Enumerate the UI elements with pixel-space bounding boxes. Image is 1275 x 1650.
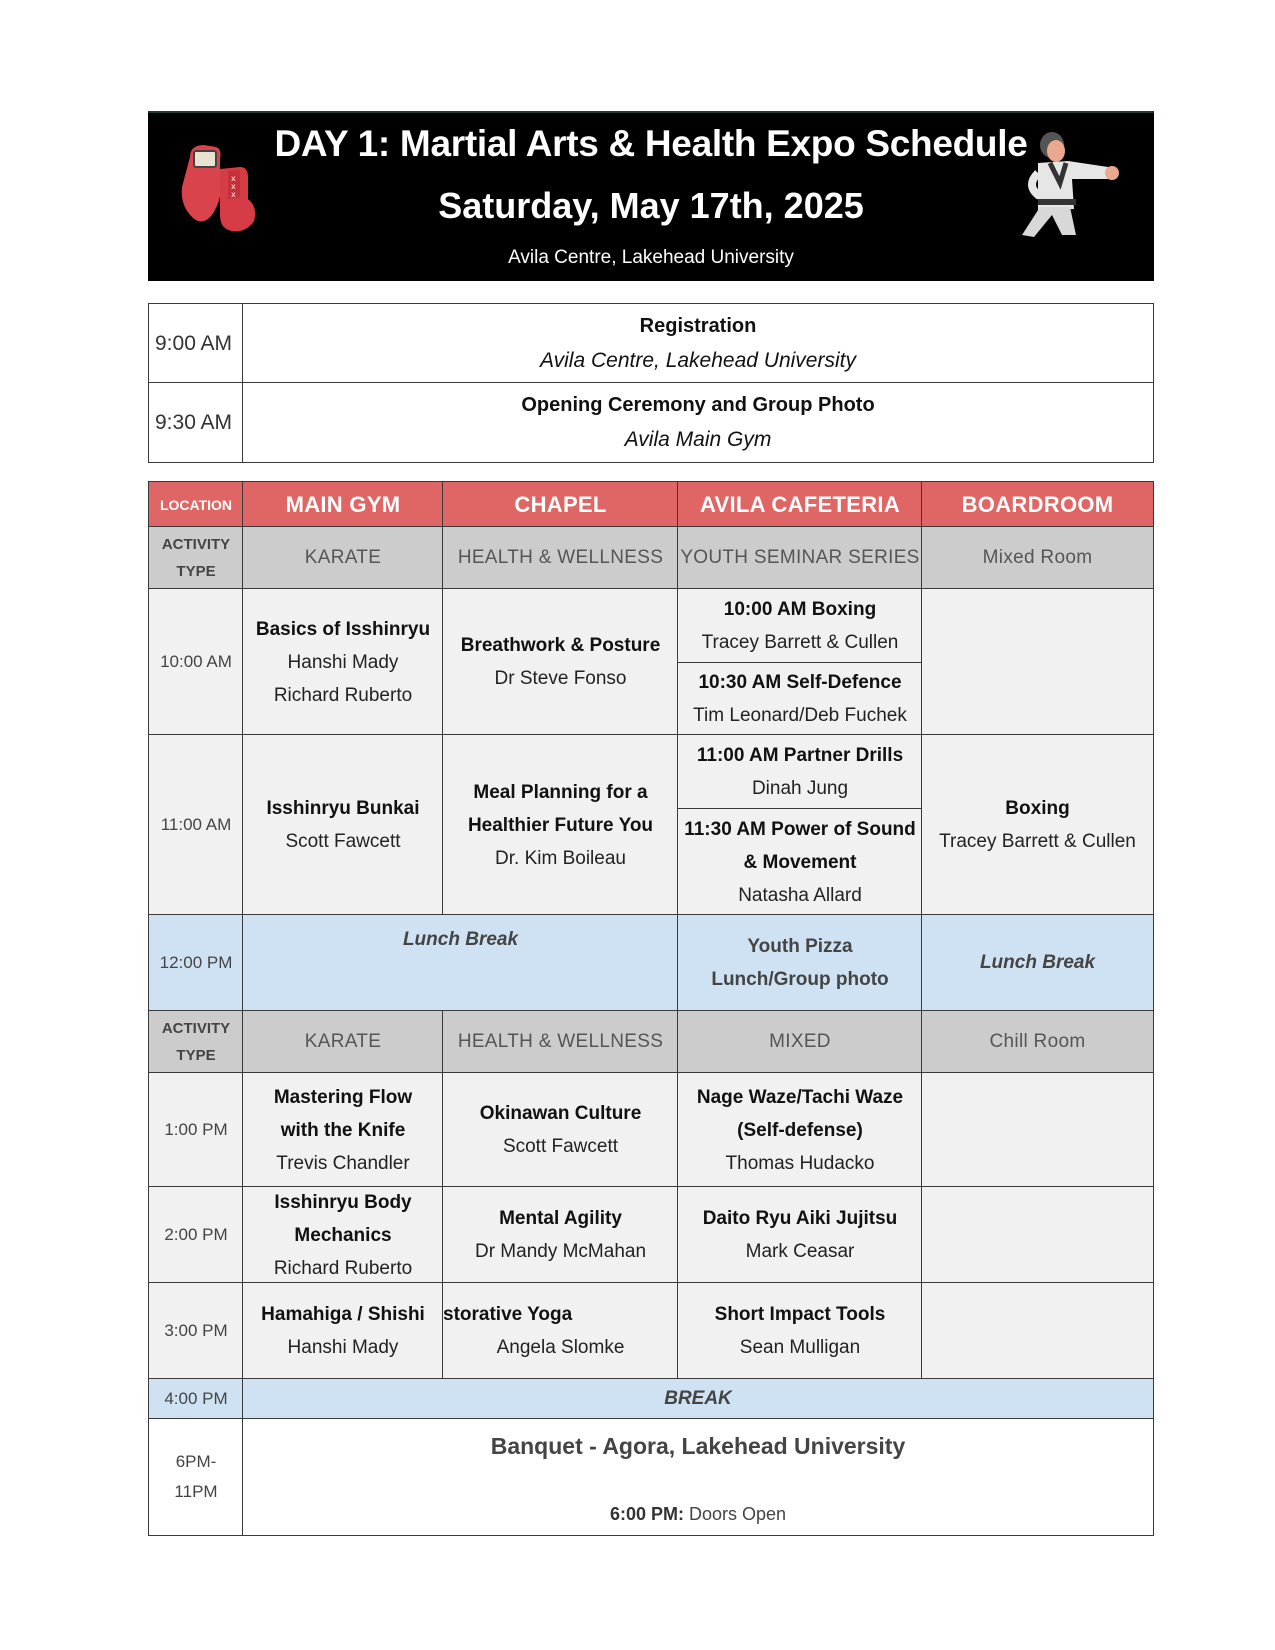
- svg-text:x: x: [231, 182, 236, 191]
- session-title: Okinawan Culture: [479, 1103, 642, 1124]
- session-title: storative Yoga: [443, 1304, 573, 1325]
- activity-type-main-gym: [242, 526, 444, 590]
- location-name: AVILA CAFETERIA: [699, 491, 901, 517]
- session-empty-boardroom: [921, 1186, 1154, 1284]
- activity-type-cafeteria: [677, 526, 923, 590]
- karate-fighter-icon: [1008, 123, 1138, 248]
- session-instructor: Scott Fawcett: [502, 1136, 619, 1157]
- session-daito-ryu: [677, 1186, 923, 1284]
- page-title: DAY 1: Martial Arts & Health Expo Schedule: [274, 123, 1028, 164]
- session-power-of-sound: [677, 808, 923, 916]
- session-instructor: Thomas Hudacko: [725, 1152, 875, 1174]
- time-cell-1pm: [148, 1072, 244, 1188]
- lunch-break-boardroom-cell: [921, 914, 1154, 1012]
- session-breathwork: [442, 588, 679, 736]
- session-instructor: Angela Slomke: [496, 1337, 625, 1358]
- session-instructor: Hanshi Mady: [287, 1337, 399, 1358]
- time-cell-4pm: [148, 1378, 244, 1420]
- activity-label: TYPE: [176, 1047, 216, 1064]
- session-title: Meal Planning for a: [473, 781, 648, 803]
- time-label: 10:00 AM: [160, 652, 232, 671]
- session-hamahiga-shishi: [242, 1282, 444, 1380]
- doors-time: 6:00 PM:: [609, 1504, 684, 1524]
- opening-ceremony-cell: [242, 382, 1154, 463]
- session-title: Breathwork & Posture: [460, 635, 661, 656]
- session-okinawan-culture: [442, 1072, 679, 1188]
- location-header-boardroom: [921, 481, 1154, 528]
- session-instructor: Richard Ruberto: [273, 1257, 413, 1279]
- session-instructor: Trevis Chandler: [276, 1152, 410, 1174]
- registration-cell: [242, 303, 1154, 384]
- lunch-break-label: Lunch Break: [402, 929, 519, 950]
- location-label-cell: [148, 481, 244, 528]
- activity-type: MIXED: [769, 1031, 831, 1052]
- session-title: Isshinryu Bunkai: [266, 798, 420, 819]
- session-instructor: Dr Steve Fonso: [494, 668, 627, 689]
- session-partner-drills: [677, 734, 923, 810]
- session-instructor: Dinah Jung: [751, 778, 849, 799]
- session-short-impact-tools: [677, 1282, 923, 1380]
- session-restorative-yoga: [442, 1282, 679, 1380]
- time-label: 11:00 AM: [160, 815, 232, 834]
- break-cell: [242, 1378, 1154, 1420]
- opening-time-cell: [148, 382, 244, 463]
- session-empty-boardroom: [921, 1072, 1154, 1188]
- time-cell-3pm: [148, 1282, 244, 1380]
- time-cell-10am: [148, 588, 244, 736]
- session-isshinryu-bunkai: [242, 734, 444, 916]
- session-instructor: Scott Fawcett: [285, 831, 401, 852]
- session-title: with the Knife: [280, 1119, 406, 1141]
- time-label: 2:00 PM: [164, 1225, 228, 1244]
- event-title: Opening Ceremony and Group Photo: [521, 393, 875, 416]
- session-instructor: Sean Mulligan: [739, 1337, 861, 1358]
- session-self-defence: [677, 662, 923, 736]
- session-instructor: Dr. Kim Boileau: [495, 847, 626, 869]
- activity-type: HEALTH & WELLNESS: [457, 1031, 664, 1052]
- activity-type-boardroom: [921, 1010, 1154, 1074]
- session-mental-agility: [442, 1186, 679, 1284]
- activity-type-boardroom: [921, 526, 1154, 590]
- location-header-main-gym: [242, 481, 444, 528]
- session-title: Short Impact Tools: [714, 1304, 886, 1325]
- time-label: 9:30 AM: [155, 410, 233, 434]
- lunch-break-label: Lunch Break: [979, 952, 1096, 973]
- session-title: Nage Waze/Tachi Waze: [696, 1086, 904, 1108]
- session-title: Mechanics: [294, 1224, 392, 1246]
- session-mastering-flow: [242, 1072, 444, 1188]
- location-label: LOCATION: [159, 496, 233, 513]
- session-title: 10:00 AM Boxing: [723, 599, 877, 620]
- doors-open-line: [610, 1504, 786, 1525]
- session-title: 10:30 AM Self-Defence: [698, 672, 902, 693]
- location-name: BOARDROOM: [961, 491, 1114, 517]
- doors-label: Doors Open: [683, 1504, 787, 1524]
- time-cell-2pm: [148, 1186, 244, 1284]
- location-name: MAIN GYM: [285, 491, 401, 517]
- session-nage-waze: [677, 1072, 923, 1188]
- location-header-chapel: [442, 481, 679, 528]
- session-empty-boardroom: [921, 1282, 1154, 1380]
- session-instructor: Tim Leonard/Deb Fuchek: [693, 705, 907, 726]
- session-basics-of-isshinryu: [242, 588, 444, 736]
- banquet-cell: [242, 1418, 1154, 1536]
- activity-type-label-cell: [148, 526, 244, 590]
- activity-type: HEALTH & WELLNESS: [457, 547, 664, 568]
- opening-time-cell: [148, 303, 244, 384]
- activity-type-main-gym: [242, 1010, 444, 1074]
- activity-type: Mixed Room: [982, 547, 1093, 568]
- activity-type: KARATE: [304, 1031, 382, 1052]
- session-title: Mental Agility: [499, 1208, 622, 1229]
- session-boxing-youth: [677, 588, 923, 664]
- session-title: Mastering Flow: [273, 1086, 413, 1108]
- session-instructor: Natasha Allard: [738, 884, 862, 906]
- time-cell-11am: [148, 734, 244, 916]
- time-label: 1:00 PM: [164, 1120, 228, 1139]
- session-meal-planning: [442, 734, 679, 916]
- session-title: 11:30 AM Power of Sound: [684, 818, 916, 840]
- svg-text:x: x: [231, 190, 236, 199]
- location-header-cafeteria: [677, 481, 923, 528]
- event-title: Registration: [639, 314, 757, 337]
- event-date: Saturday, May 17th, 2025: [438, 185, 864, 226]
- activity-label: ACTIVITY: [161, 536, 231, 553]
- session-body-mechanics: [242, 1186, 444, 1284]
- event-venue: Avila Centre, Lakehead University: [508, 247, 794, 268]
- session-instructor: Tracey Barrett & Cullen: [701, 632, 899, 653]
- session-title: 11:00 AM Partner Drills: [696, 745, 904, 766]
- svg-text:x: x: [231, 174, 236, 183]
- event-location: Avila Centre, Lakehead University: [540, 348, 856, 372]
- lunch-break-cell: [242, 914, 679, 1012]
- time-label: 12:00 PM: [159, 953, 233, 972]
- session-instructor: Richard Ruberto: [273, 684, 413, 706]
- activity-type: KARATE: [304, 547, 382, 568]
- activity-type-chapel: [442, 526, 679, 590]
- banquet-title: Banquet - Agora, Lakehead University: [490, 1433, 906, 1459]
- session-title: Boxing: [1005, 798, 1070, 819]
- session-instructor: Mark Ceasar: [745, 1241, 855, 1262]
- session-instructor: Tracey Barrett & Cullen: [939, 831, 1136, 852]
- session-title: & Movement: [743, 851, 857, 873]
- time-label: 4:00 PM: [164, 1389, 228, 1408]
- activity-type-label-cell: [148, 1010, 244, 1074]
- activity-type: Chill Room: [989, 1031, 1086, 1052]
- event-location: Avila Main Gym: [624, 427, 772, 451]
- location-name: CHAPEL: [514, 491, 607, 517]
- break-label: BREAK: [664, 1388, 732, 1409]
- activity-type: YOUTH SEMINAR SERIES: [680, 547, 920, 568]
- activity-type-chapel: [442, 1010, 679, 1074]
- time-cell-12pm: [148, 914, 244, 1012]
- session-empty-boardroom: [921, 588, 1154, 736]
- time-label: 3:00 PM: [164, 1321, 228, 1340]
- session-instructor: Dr Mandy McMahan: [474, 1241, 647, 1262]
- session-title: Healthier Future You: [467, 814, 654, 836]
- session-title: Hamahiga / Shishi: [261, 1304, 425, 1325]
- activity-label: ACTIVITY: [161, 1020, 231, 1037]
- time-label: 6PM-: [175, 1452, 217, 1471]
- session-boxing-boardroom: [921, 734, 1154, 916]
- session-title: (Self-defense): [737, 1119, 863, 1141]
- header-banner: [148, 111, 1154, 281]
- session-title: Youth Pizza: [747, 936, 853, 957]
- session-title: Isshinryu Body: [274, 1191, 412, 1213]
- session-instructor: Hanshi Mady: [287, 651, 399, 673]
- time-label: 11PM: [174, 1482, 218, 1501]
- session-title: Basics of Isshinryu: [255, 618, 431, 640]
- time-label: 9:00 AM: [155, 331, 233, 355]
- activity-label: TYPE: [176, 563, 216, 580]
- time-cell-banquet: [148, 1418, 244, 1536]
- youth-pizza-cell: [677, 914, 923, 1012]
- session-title: Lunch/Group photo: [711, 969, 889, 990]
- session-title: Daito Ryu Aiki Jujitsu: [702, 1208, 898, 1229]
- activity-type-cafeteria: [677, 1010, 923, 1074]
